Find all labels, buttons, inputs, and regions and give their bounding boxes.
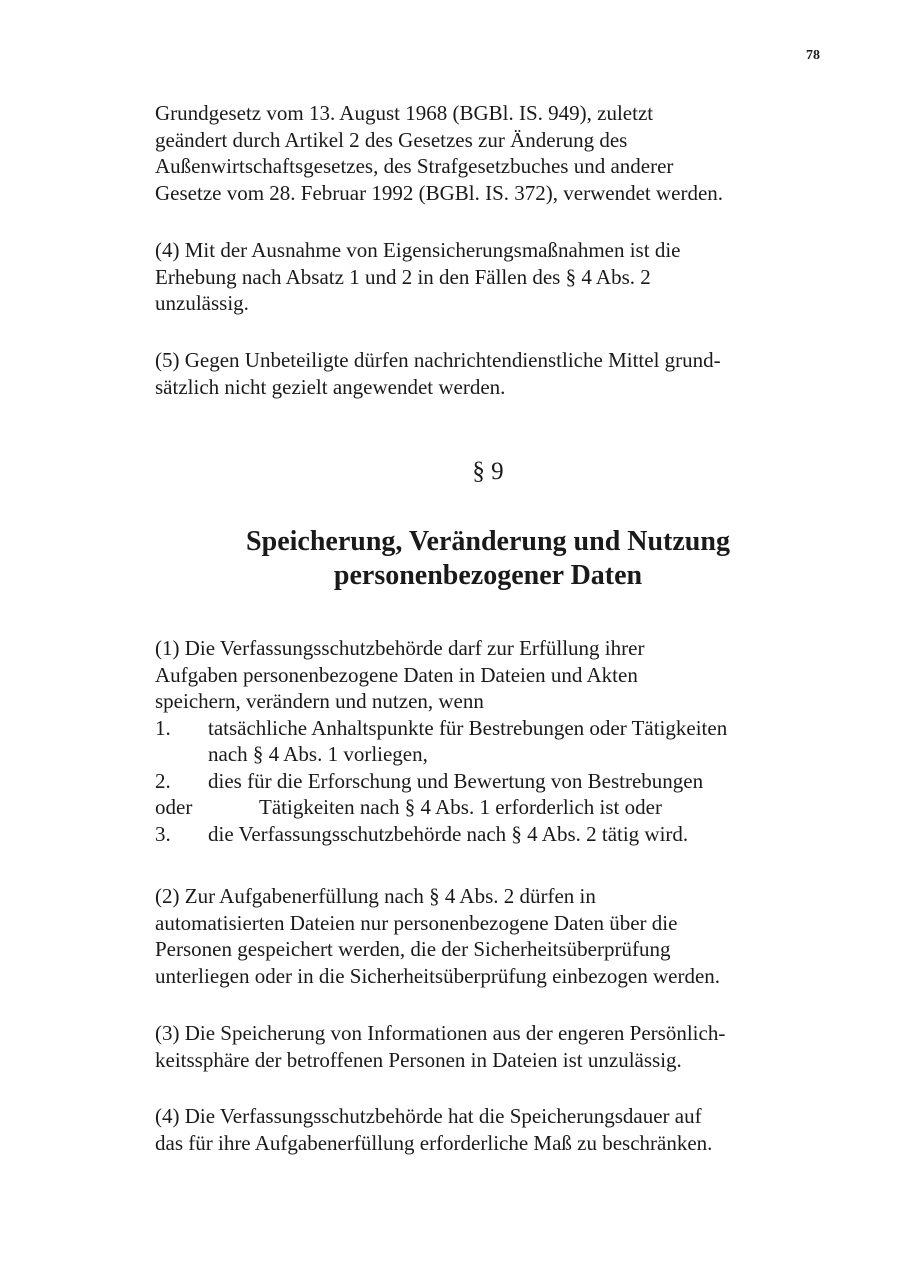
text-line: automatisierten Dateien nur personenbezogene Daten über die <box>155 910 678 935</box>
text-line: Erhebung nach Absatz 1 und 2 in den Fällen des § 4 Abs. 2 <box>155 264 651 289</box>
text-line: tatsächliche Anhaltspunkte für Bestrebungen oder Tätigkeiten <box>208 715 728 740</box>
section9-paragraph-3 <box>155 1020 823 1073</box>
text-line: sätzlich nicht gezielt angewendet werden. <box>155 374 506 399</box>
list-item <box>155 768 823 795</box>
enumeration-list <box>155 715 823 848</box>
text-line: Grundgesetz vom 13. August 1968 (BGBl. IS. 949), zuletzt <box>155 101 654 125</box>
list-item <box>155 715 823 768</box>
text-line: speichern, verändern und nutzen, wenn <box>155 689 484 713</box>
text-line: unzulässig. <box>155 291 249 315</box>
text-line: geändert durch Artikel 2 des Gesetzes zur Änderung des <box>155 127 628 152</box>
text-line: die Verfassungsschutzbehörde nach § 4 Abs. 2 tätig wird. <box>208 821 689 846</box>
paragraph-5 <box>155 347 823 400</box>
heading-line: Speicherung, Veränderung und Nutzung <box>246 526 730 557</box>
text-line: (2) Zur Aufgabenerfüllung nach § 4 Abs. 2 dürfen in <box>155 884 596 908</box>
text-line: (4) Die Verfassungsschutzbehörde hat die Speicherungsdauer auf <box>155 1104 702 1128</box>
list-text <box>208 715 823 768</box>
section9-paragraph-4 <box>155 1103 823 1156</box>
paragraph-4 <box>155 237 823 317</box>
list-number: 3. <box>155 821 171 846</box>
list-number: 1. <box>155 715 171 740</box>
section-sign: § 9 <box>472 458 504 485</box>
text-line: (5) Gegen Unbeteiligte dürfen nachrichtendienstliche Mittel grund- <box>155 348 721 372</box>
text-line: dies für die Erforschung und Bewertung von Bestrebungen <box>208 768 704 793</box>
text-line: (1) Die Verfassungsschutzbehörde darf zur Erfüllung ihrer <box>155 636 645 660</box>
text-line: Tätigkeiten nach § 4 Abs. 1 erforderlich ist oder <box>259 795 662 819</box>
text-line: Personen gespeichert werden, die der Sicherheitsüberprüfung <box>155 937 671 961</box>
text-line: Gesetze vom 28. Februar 1992 (BGBl. IS. 372), verwendet werden. <box>155 180 724 205</box>
text-line: Aufgaben personenbezogene Daten in Dateien und Akten <box>155 662 638 687</box>
list-text <box>208 768 823 795</box>
heading-line: personenbezogener Daten <box>333 560 643 591</box>
list-number: 2. <box>155 768 171 793</box>
text-line: nach § 4 Abs. 1 vorliegen, <box>208 742 428 766</box>
section9-paragraph-1 <box>155 635 823 847</box>
text-line: (4) Mit der Ausnahme von Eigensicherungsmaßnahmen ist die <box>155 238 681 262</box>
page-number: 78 <box>806 48 820 63</box>
list-continuation <box>155 794 823 821</box>
text-line: (3) Die Speicherung von Informationen aus der engeren Persönlich- <box>155 1021 726 1045</box>
text-line: unterliegen oder in die Sicherheitsüberprüfung einbezogen werden. <box>155 963 721 988</box>
section9-paragraph-2 <box>155 883 823 989</box>
list-item <box>155 821 823 848</box>
text-line: keitssphäre der betroffenen Personen in Dateien ist unzulässig. <box>155 1047 682 1072</box>
paragraph-intro <box>155 100 823 206</box>
section-heading <box>0 525 900 593</box>
text-line: Außenwirtschaftsgesetzes, des Strafgesetzbuches und anderer <box>155 154 674 178</box>
text-line: das für ihre Aufgabenerfüllung erforderliche Maß zu beschränken. <box>155 1130 713 1155</box>
list-text <box>208 821 823 848</box>
list-continuation-word: oder <box>155 795 193 819</box>
